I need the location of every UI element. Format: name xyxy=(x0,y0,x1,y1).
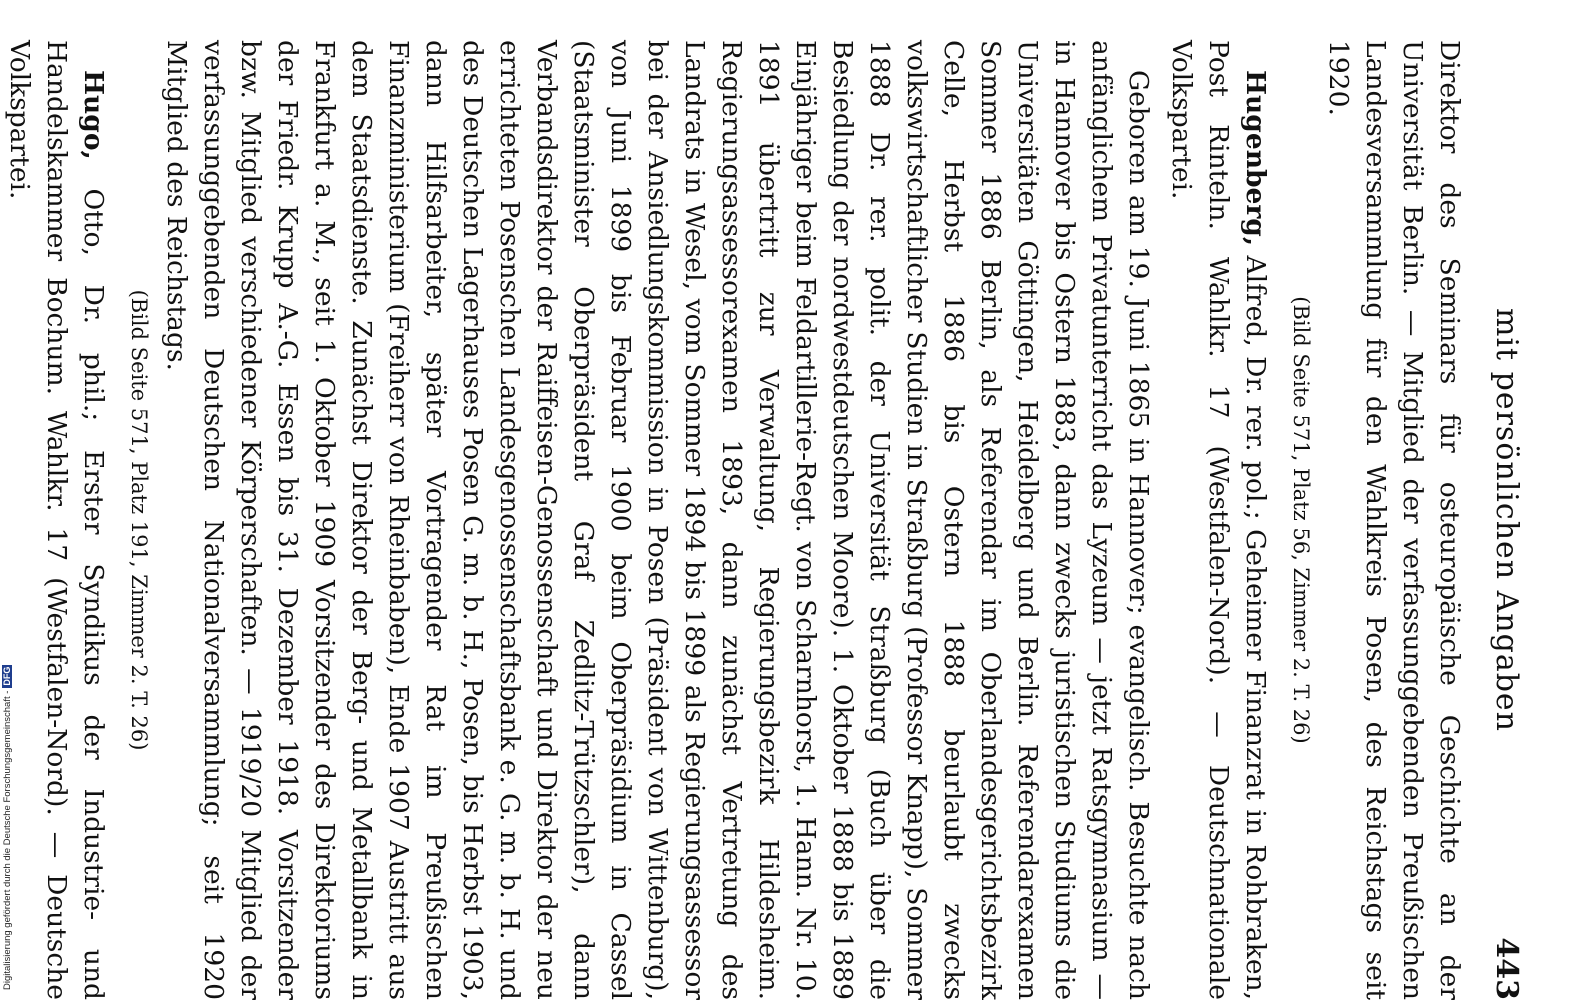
digitization-text: Digitalisierung gefördert durch die Deutsche Forschungsgemeinschaft - xyxy=(2,690,13,990)
dfg-logo: DFG xyxy=(2,666,12,686)
digitization-note xyxy=(2,665,13,990)
page-number: 443 xyxy=(1489,937,1524,1000)
paragraph-seminar: Direktor des Seminars für osteuropäische Geschichte an der Universität Berlin. — Mitglied der verfassunggebenden Preußischen Landesversammlung für den Wahlkreis Posen, des Reichstags seit 1920. xyxy=(1323,40,1465,1000)
entry-text-hugenberg: Alfred, Dr. rer. pol.; Geheimer Finanzrat in Rohbraken, Post Rinteln. Wahlkr. 17 (Westfalen-Nord). — Deutschnationale Volkspartei. xyxy=(1166,40,1271,1000)
entry-name-hugo: Hugo, xyxy=(78,70,109,160)
biography-hugenberg: Geboren am 19. Juni 1865 in Hannover; evangelisch. Besuchte nach anfänglichem Privatunterricht das Lyzeum — jetzt Ratsgymnasium — in Hannover bis Ostern 1883, dann zwecks juristischen Studiums die Universitäten Göttingen, Heidelberg und Berlin. Referendarexamen Sommer 1886 Berlin, als Referendar im Oberlandesgerichtsbezirk Celle, Herbst 1886 bis Ostern 1888 beurlaubt zwecks volkswirtschaftlicher Studien in Straßburg (Professor Knapp), Sommer 1888 Dr. rer. polit. der Universität Straßburg (Buch über die Besiedlung der nordwestdeutschen Moore). 1. Oktober 1888 bis 1889 Einjähriger beim Feldartillerie-Regt. von Scharnhorst, 1. Hann. Nr. 10. 1891 übertritt zur Verwaltung, Regierungsbezirk Hildesheim. Regierungsassessorexamen 1893, dann zunächst Vertretung des Landrats in Wesel, vom Sommer 1894 bis 1899 als Regierungsassessor bei der Ansiedlungskommission in Posen (Präsident von Wittenburg), von Juni 1899 bis Februar 1900 beim Oberpräsidium in Cassel (Staatsminister Oberpräsident Graf Zedlitz-Trützschler), dann Verbandsdirektor der Raiffeisen-Genossenschaft und Direktor der neu errichteten Posenschen Landesgenossenschaftsbank e. G. m. b. H. und des Deutschen Lagerhauses Posen G. m. b. H., Posen, bis Herbst 1903, dann Hilfsarbeiter, später Vortragender Rat im Preußischen Finanzministerium (Freiherr von Rheinbaben), Ende 1907 Austritt aus dem Staatsdienste. Zunächst Direktor der Berg- und Metallbank in Frankfurt a. M., seit 1. Oktober 1909 Vorsitzender des Direktoriums der Friedr. Krupp A.-G. Essen bis 31. Dezember 1918. Vorsitzender bzw. Mitglied verschiedener Körperschaften. — 1919/20 Mitglied der verfassunggebenden Deutschen Nationalversammlung; seit 1920 Mitglied des Reichstags. xyxy=(161,40,1154,1000)
running-title: mit persönlichen Angaben xyxy=(1489,308,1524,732)
entry-hugenberg xyxy=(1163,40,1274,1000)
photo-reference-1: (Bild Seite 571, Platz 56, Zimmer 2. T. 26) xyxy=(1289,296,1313,744)
entry-text-hugo: Otto, Dr. phil.; Erster Syndikus der Industrie- und Handelskammer Bochum. Wahlkr. 17 (Westfalen-Nord). — Deutsche Volkspartei. xyxy=(4,40,109,1000)
entry-hugo xyxy=(1,40,112,1000)
entry-name-hugenberg: Hugenberg, xyxy=(1240,70,1271,247)
photo-reference-2: (Bild Seite 571, Platz 191, Zimmer 2. T. 26) xyxy=(127,289,151,751)
running-head xyxy=(1470,40,1530,1000)
body-text xyxy=(1,40,1468,1000)
